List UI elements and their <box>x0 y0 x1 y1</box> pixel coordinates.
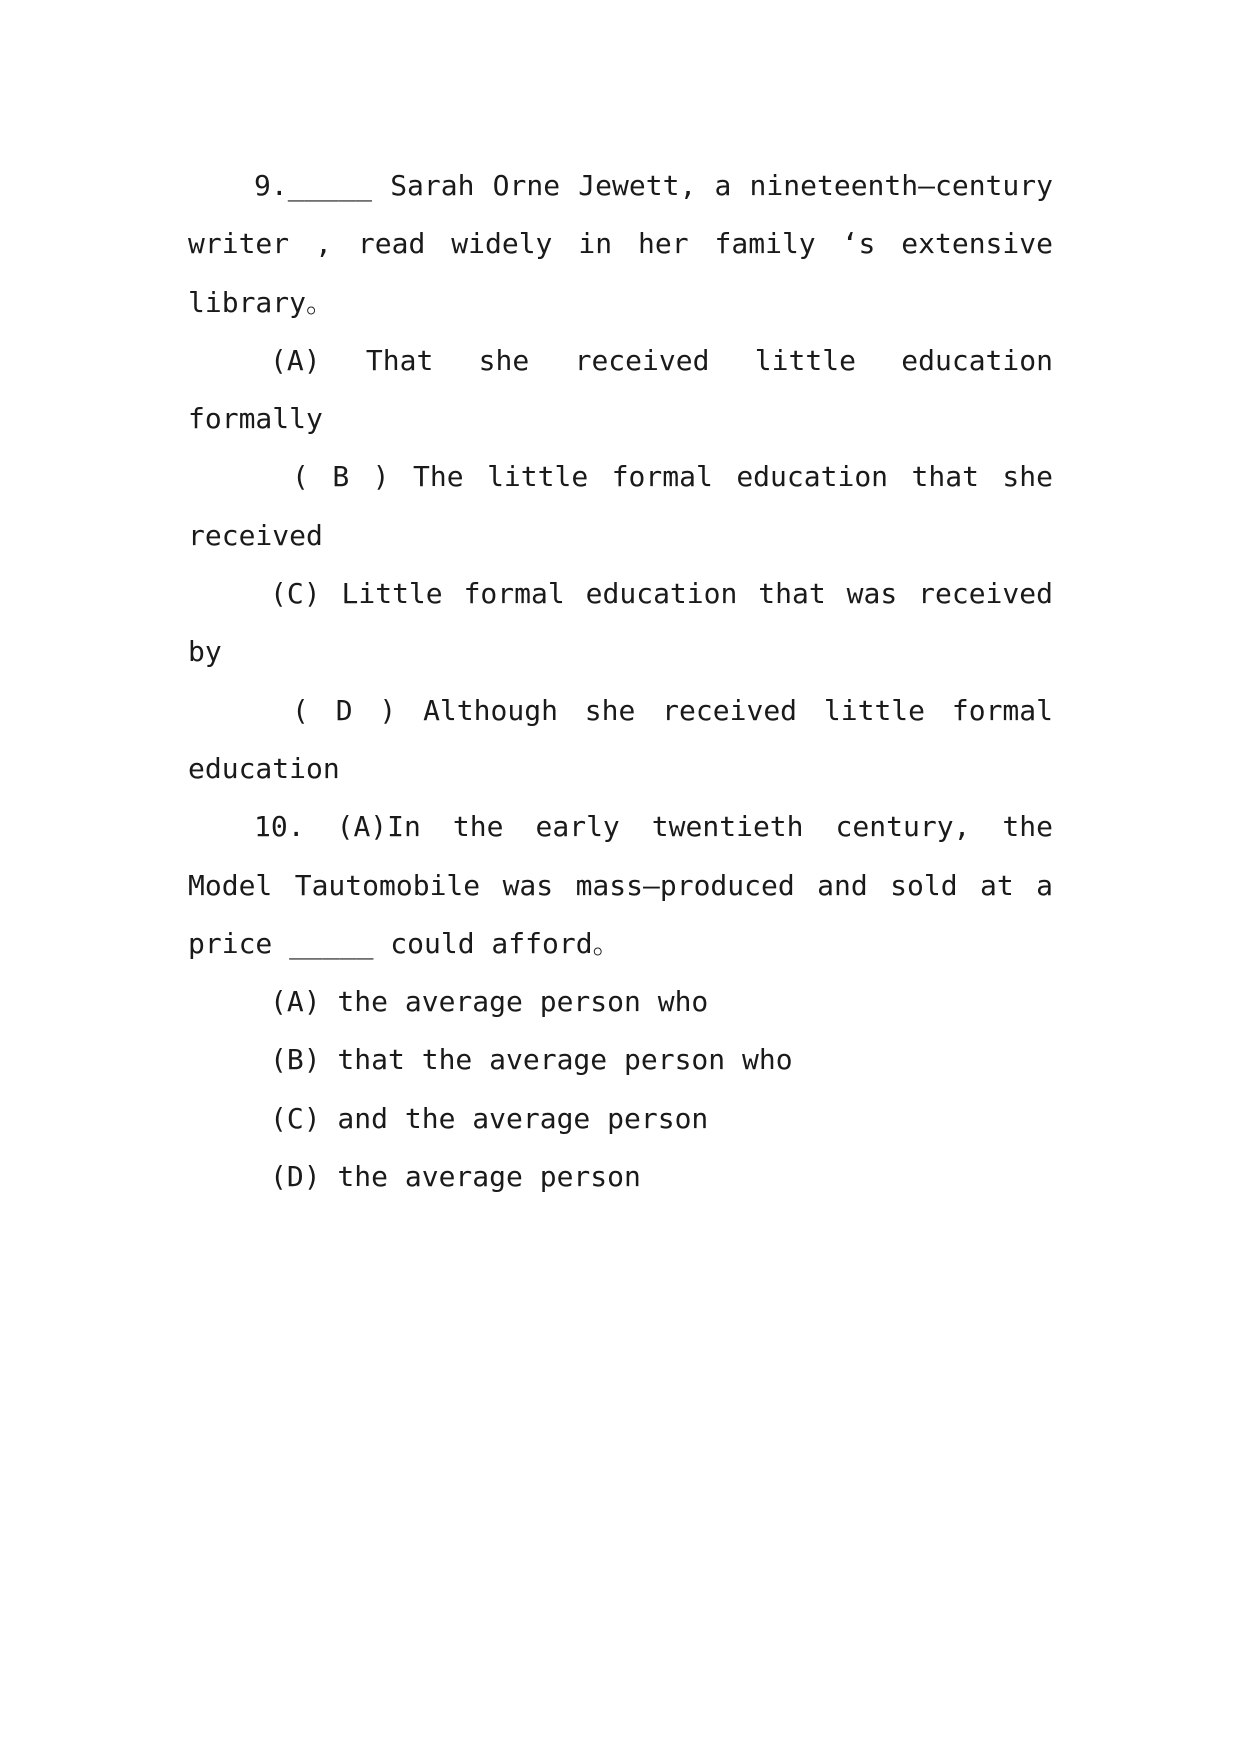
question-10-option-a: (A) the average person who <box>270 985 709 1019</box>
document-content <box>188 157 1053 1206</box>
question-9-option-c: (C) Little formal education that was received by <box>188 577 1053 669</box>
question-10-stem: 10. (A)In the early twentieth century, the Model Tautomobile was mass—produced and sold at a price _____ could afford。 <box>188 810 1053 960</box>
question-9-option-d: ( D ) Although she received little formal education <box>188 693 1053 785</box>
question-10-option-b: (B) that the average person who <box>270 1043 793 1077</box>
question-9-option-b: ( B ) The little formal education that she received <box>188 460 1053 552</box>
question-9-option-a: (A) That she received little education formally <box>188 343 1053 436</box>
question-10-option-c: (C) and the average person <box>270 1101 709 1135</box>
question-10-option-d: (D) the average person <box>270 1160 641 1194</box>
question-9-stem: 9._____ Sarah Orne Jewett, a nineteenth—century writer , read widely in her family ‘s extensive library。 <box>188 169 1053 319</box>
